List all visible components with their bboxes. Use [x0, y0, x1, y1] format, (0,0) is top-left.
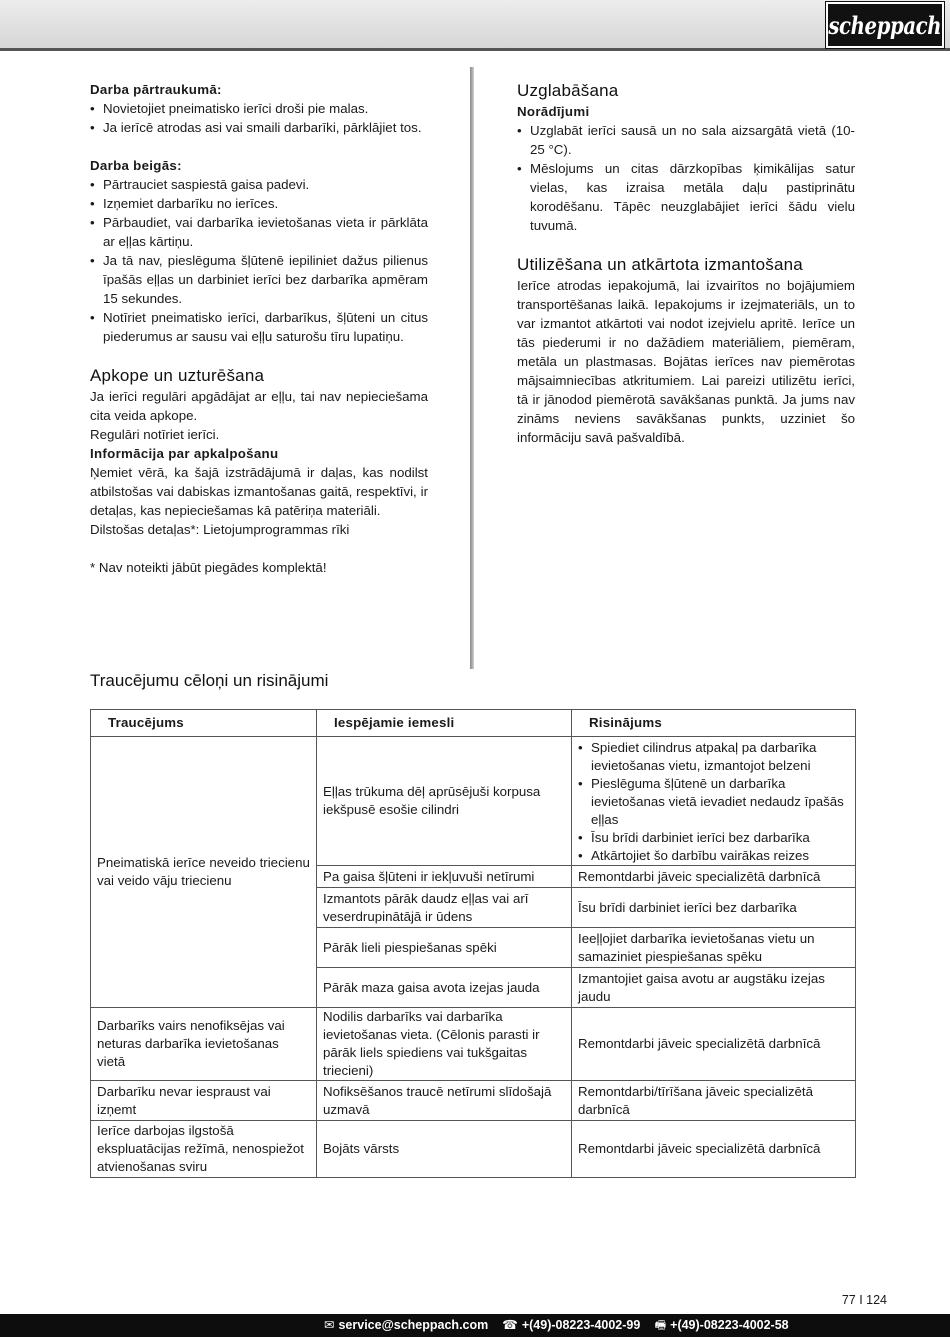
disposal-text: Ierīce atrodas iepakojumā, lai izvairītos no bojājumiem transportēšanas laikā. Iepakojums ir izejmateriāls, un to var izmantot atkārtoti vai nodot izejvielu apritē. Ierīce un tās piederumi ir no dažādiem materiāliem, piemēram, metāla un plastmasas. Bojātas ierīces nav piemērotas mājsaimniecības atkritumiem. Lai pareizi utilizētu ierīci, tā ir jānodod piemērotā savākšanas punktā. Ja jums nav zināms neviens savākšanas punkts, uzziniet šo informāciju savā pašvaldībā.: [517, 278, 855, 445]
footer-fax[interactable]: +(49)-08223-4002-58: [670, 1318, 789, 1332]
table-row: [91, 1081, 856, 1121]
column-divider: [470, 67, 474, 669]
fault-cell: Ierīce darbojas ilgstošā ekspluatācijas režīmā, nenospiežot atvienošanas sviru: [91, 1121, 317, 1178]
page-number: 77 I 124: [841, 1293, 887, 1307]
remedy-cell: Remontdarbi jāveic specializētā darbnīcā: [572, 866, 856, 888]
table-row: [91, 737, 856, 866]
cause-cell: Bojāts vārsts: [317, 1121, 572, 1178]
remedy-cell: Remontdarbi/tīrīšana jāveic specializētā darbnīcā: [572, 1081, 856, 1121]
footer-bar: [0, 1314, 950, 1337]
header-cause: Iespējamie iemesli: [317, 710, 572, 737]
troubleshooting-title: Traucējumu cēloņi un risinājumi: [90, 671, 329, 690]
list-item: • Izņemiet darbarīku no ierīces.: [90, 194, 428, 213]
list-item: • Novietojiet pneimatisko ierīci droši pie malas.: [90, 99, 428, 118]
disposal-heading: Utilizēšana un atkārtota izmantošana: [517, 255, 803, 274]
header-band: [0, 0, 950, 51]
cause-cell: Pārāk maza gaisa avota izejas jauda: [317, 968, 572, 1008]
remedy-cell: Īsu brīdi darbiniet ierīci bez darbarīka: [572, 888, 856, 928]
cause-cell: Izmantots pārāk daudz eļļas vai arī veserdrupinātājā ir ūdens: [317, 888, 572, 928]
fault-cell: Pneimatiskā ierīce neveido triecienu vai veido vāju triecienu: [91, 737, 317, 1008]
cause-cell: Pa gaisa šļūteni ir iekļuvuši netīrumi: [317, 866, 572, 888]
list-item: • Pārbaudiet, vai darbarīka ievietošanas vieta ir pārklāta ar eļļas kārtiņu.: [90, 213, 428, 251]
fax-icon: 🖷: [654, 1318, 667, 1332]
end-of-work-list: [90, 175, 428, 346]
service-title: Informācija par apkalpošanu: [90, 446, 279, 461]
fault-cell: Darbarīks vairs nenofiksējas vai neturas darbarīka ievietošanas vietā: [91, 1008, 317, 1081]
table-header-row: [91, 710, 856, 737]
list-item: • Uzglabāt ierīci sausā un no sala aizsargātā vietā (10-25 °C).: [517, 121, 855, 159]
phone-icon: ☎: [502, 1318, 518, 1332]
troubleshooting-table: [90, 709, 856, 1178]
storage-section: [517, 102, 855, 235]
storage-subtitle: Norādījumi: [517, 104, 590, 119]
footer-email[interactable]: service@scheppach.com: [338, 1318, 489, 1332]
cause-cell: Eļļas trūkuma dēļ aprūsējuši korpusa iekšpusē esošie cilindri: [317, 737, 572, 866]
wear-parts-text: Dilstošas detaļas*: Lietojumprogrammas rīki: [90, 522, 350, 537]
mail-icon: ✉: [324, 1318, 335, 1332]
remedy-list: [578, 739, 849, 865]
list-item: • Ja tā nav, pieslēguma šļūtenē iepiliniet dažus pilienus īpašās eļļas un darbiniet ierīci bez darbarīka apmēram 15 sekundes.: [90, 251, 428, 308]
list-item: • Atkārtojiet šo darbību vairākas reizes: [578, 847, 849, 865]
service-section: [90, 444, 428, 539]
service-text: Ņemiet vērā, ka šajā izstrādājumā ir daļas, kas nodilst atbilstošas vai dabiskas izmantošanas gaitā, respektīvi, ir detaļas, kas nepieciešamas kā patēriņa materiāli.: [90, 465, 428, 518]
list-item: • Pieslēguma šļūtenē un darbarīka ievietošanas vietā ievadiet nedaudz īpašās eļļas: [578, 775, 849, 829]
remedy-cell: Izmantojiet gaisa avotu ar augstāku izejas jaudu: [572, 968, 856, 1008]
list-item: • Mēslojums un citas dārzkopības ķimikālijas satur vielas, kas izraisa metāla daļu pastiprinātu korodēšanu. Tāpēc neuzglabājiet ierīci šādu vielu tuvumā.: [517, 159, 855, 235]
logo-text: scheppach: [828, 10, 942, 40]
footnote: * Nav noteikti jābūt piegādes komplektā!: [90, 560, 327, 575]
interruption-section: [90, 80, 428, 137]
interruption-title: Darba pārtraukumā:: [90, 82, 222, 97]
cause-cell: Nofiksēšanos traucē netīrumi slīdošajā uzmavā: [317, 1081, 572, 1121]
right-column: [517, 80, 855, 447]
fault-cell: Darbarīku nevar iespraust vai izņemt: [91, 1081, 317, 1121]
scheppach-logo: [826, 2, 944, 48]
list-item: • Spiediet cilindrus atpakaļ pa darbarīka ievietošanas vietu, izmantojot belzeni: [578, 739, 849, 775]
header-remedy: Risinājums: [572, 710, 856, 737]
storage-list: [517, 121, 855, 235]
interruption-list: [90, 99, 428, 137]
table-row: [91, 1121, 856, 1178]
list-item: • Ja ierīcē atrodas asi vai smaili darbarīki, pārklājiet tos.: [90, 118, 428, 137]
remedy-cell: Remontdarbi jāveic specializētā darbnīcā: [572, 1121, 856, 1178]
end-of-work-title: Darba beigās:: [90, 158, 182, 173]
header-fault: Traucējums: [91, 710, 317, 737]
footer-phone[interactable]: +(49)-08223-4002-99: [521, 1318, 641, 1332]
remedy-cell: Ieeļļojiet darbarīka ievietošanas vietu un samaziniet piespiešanas spēku: [572, 928, 856, 968]
maintenance-heading: Apkope un uzturēšana: [90, 366, 265, 385]
cleaning-text: Regulāri notīriet ierīci.: [90, 427, 220, 442]
cause-cell: Nodilis darbarīks vai darbarīka ievietošanas vieta. (Cēlonis parasti ir pārāk liels spiediens vai tukšgaitas triecieni): [317, 1008, 572, 1081]
left-column: [90, 80, 428, 577]
list-item: • Notīriet pneimatisko ierīci, darbarīkus, šļūteni un citus piederumus ar sausu vai eļļu saturošu tīru lupatiņu.: [90, 308, 428, 346]
end-of-work-section: [90, 156, 428, 346]
cause-cell: Pārāk lieli piespiešanas spēki: [317, 928, 572, 968]
maintenance-text: Ja ierīci regulāri apgādājat ar eļļu, tai nav nepieciešama cita veida apkope.: [90, 389, 428, 423]
storage-heading: Uzglabāšana: [517, 81, 619, 100]
table-row: [91, 1008, 856, 1081]
footer-contacts: [324, 1314, 789, 1337]
remedy-cell: [572, 737, 856, 866]
list-item: • Pārtrauciet saspiestā gaisa padevi.: [90, 175, 428, 194]
remedy-cell: Remontdarbi jāveic specializētā darbnīcā: [572, 1008, 856, 1081]
list-item: • Īsu brīdi darbiniet ierīci bez darbarīka: [578, 829, 849, 847]
